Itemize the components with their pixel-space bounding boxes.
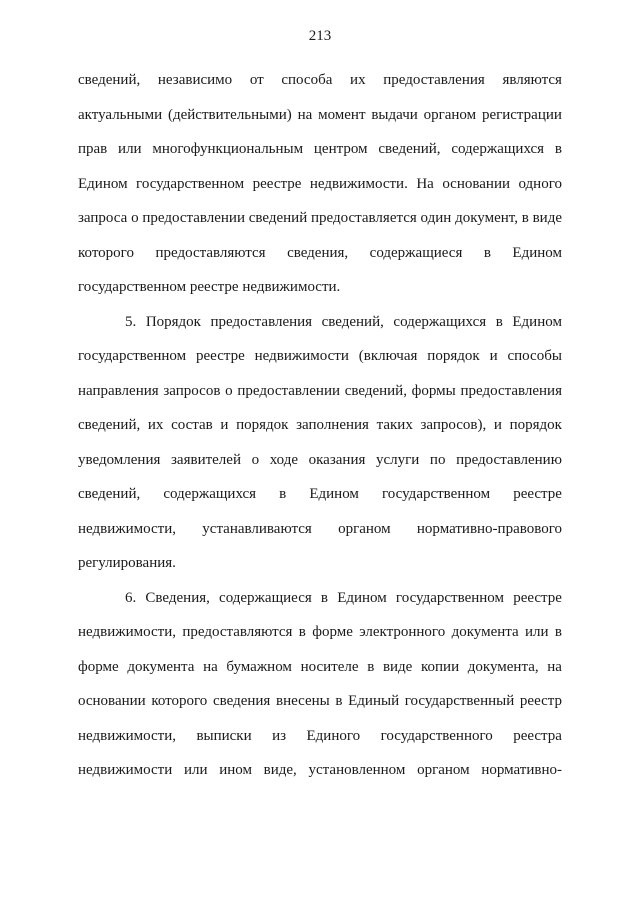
text-line xyxy=(78,132,562,167)
word: один xyxy=(420,210,452,226)
word: органом xyxy=(423,106,477,123)
word: актуальными xyxy=(78,106,163,123)
word: в xyxy=(298,624,306,640)
word: содержащихся xyxy=(163,486,257,502)
word: являются xyxy=(502,72,562,88)
word: направления xyxy=(78,382,159,399)
text-line xyxy=(78,581,562,616)
word: и xyxy=(489,348,498,364)
word: по xyxy=(429,451,446,468)
word: предоставлении xyxy=(237,382,340,399)
word: содержащихся xyxy=(451,141,545,157)
word: сведений, xyxy=(78,417,141,433)
word: независимо xyxy=(157,72,233,88)
word: реестр xyxy=(519,693,562,709)
word: форме xyxy=(312,624,353,640)
text-line xyxy=(78,443,562,478)
word: (действительными) xyxy=(167,106,292,123)
word: основании xyxy=(442,175,510,192)
word: реестра xyxy=(513,727,562,744)
word: ином xyxy=(219,762,252,778)
word: Порядок xyxy=(145,313,201,330)
word: документ, xyxy=(455,210,518,226)
word: носителе xyxy=(300,658,359,675)
word: одного xyxy=(518,175,562,192)
word: предоставлению xyxy=(456,451,562,468)
word: Едином xyxy=(337,589,387,606)
word: о xyxy=(251,451,260,468)
word: органом xyxy=(417,762,470,778)
text-line xyxy=(78,236,562,271)
word: бумажном xyxy=(226,658,292,675)
text-line: государственном реестре недвижимости. xyxy=(78,279,341,295)
word: государственном xyxy=(136,175,245,192)
word: порядок xyxy=(427,348,480,364)
word: в xyxy=(521,210,529,226)
word: порядок xyxy=(509,417,562,433)
word: или xyxy=(525,624,549,640)
word: содержащиеся xyxy=(219,589,312,606)
word: заявителей xyxy=(171,451,241,468)
word: в xyxy=(554,624,562,640)
word: предоставляется xyxy=(311,210,417,226)
word: и xyxy=(220,417,229,433)
word: способа xyxy=(281,72,333,88)
word: на xyxy=(547,658,562,675)
word: многофункциональным xyxy=(152,141,304,157)
page-number: 213 xyxy=(308,28,332,44)
word: ходе xyxy=(269,451,298,468)
word: таких xyxy=(376,417,413,433)
word: реестре xyxy=(513,486,562,502)
text-line xyxy=(78,374,562,409)
word: 6. xyxy=(125,589,137,606)
word: о xyxy=(131,210,139,226)
word: на xyxy=(203,658,218,675)
word: государственном xyxy=(382,486,491,502)
word: их xyxy=(350,72,366,88)
word: запросов), xyxy=(420,417,487,433)
paragraph xyxy=(78,63,562,305)
word: недвижимости xyxy=(254,348,349,364)
text-line xyxy=(78,408,562,443)
word: установленном xyxy=(308,762,406,778)
word: государственном xyxy=(395,589,505,606)
word: виде, xyxy=(263,762,297,778)
word: о xyxy=(225,382,233,399)
word: заполнения xyxy=(296,417,369,433)
word: предоставления xyxy=(460,382,562,399)
word: сведений, xyxy=(78,486,141,502)
word: предоставляются xyxy=(155,244,266,261)
word: государственный xyxy=(404,693,515,709)
text-line xyxy=(78,305,562,340)
word: реестре xyxy=(252,175,302,192)
word: реестре xyxy=(513,589,562,606)
word: предоставляются xyxy=(182,624,293,640)
word: уведомления xyxy=(78,451,161,468)
word: прав xyxy=(78,141,108,157)
word: Едином xyxy=(78,175,128,192)
word: внесены xyxy=(275,693,330,709)
word: государственном xyxy=(78,348,187,364)
word: сведения, xyxy=(287,244,349,261)
word: сведения xyxy=(212,693,271,709)
word: предоставления xyxy=(383,72,485,88)
text-line xyxy=(78,753,562,788)
word: момент xyxy=(318,106,366,123)
word: Едином xyxy=(309,486,359,502)
word: в xyxy=(495,313,503,330)
word: регистрации xyxy=(481,106,562,123)
word: Сведения, xyxy=(145,589,210,606)
word: содержащиеся xyxy=(369,244,463,261)
word: устанавливаются xyxy=(202,520,312,537)
text-line xyxy=(78,650,562,685)
word: в xyxy=(279,486,287,502)
paragraph xyxy=(78,581,562,788)
word: сведений, xyxy=(344,382,407,399)
word: электронного xyxy=(359,624,446,640)
word: формы xyxy=(411,382,456,399)
paragraph xyxy=(78,305,562,581)
text-line xyxy=(78,615,562,650)
word: в xyxy=(554,141,562,157)
word: нормативно-правового xyxy=(416,520,562,537)
word: предоставления xyxy=(210,313,313,330)
word: На xyxy=(416,175,434,192)
word: Едином xyxy=(512,313,562,330)
text-line xyxy=(78,477,562,512)
text-line xyxy=(78,684,562,719)
word: запросов xyxy=(163,382,221,399)
text-line xyxy=(78,98,562,133)
word: Единого xyxy=(306,727,361,744)
word: состав xyxy=(171,417,213,433)
word: порядок xyxy=(236,417,289,433)
word: выдачи xyxy=(371,106,418,123)
word: центром xyxy=(313,141,368,157)
text-line xyxy=(78,719,562,754)
word: государственного xyxy=(380,727,493,744)
word: которого xyxy=(151,693,208,709)
text-line xyxy=(78,201,562,236)
word: основании xyxy=(78,693,146,709)
word: предоставлении xyxy=(142,210,245,226)
word: или xyxy=(118,141,142,157)
word: Единый xyxy=(348,693,400,709)
word: оказания xyxy=(308,451,366,468)
word: недвижимости, xyxy=(78,624,176,640)
word: копии xyxy=(421,658,460,675)
word: сведений, xyxy=(378,141,441,157)
word: недвижимости. xyxy=(309,175,408,192)
text-line xyxy=(78,167,562,202)
word: от xyxy=(249,72,264,88)
word: в xyxy=(483,244,491,261)
word: сведений, xyxy=(321,313,384,330)
word: способы xyxy=(507,348,562,364)
word: недвижимости xyxy=(78,762,173,778)
word: нормативно- xyxy=(481,762,562,778)
word: выписки xyxy=(196,727,252,744)
word: услуги xyxy=(375,451,420,468)
word: из xyxy=(272,727,287,744)
text-line xyxy=(78,63,562,98)
word: органом xyxy=(338,520,391,537)
word: недвижимости, xyxy=(78,727,176,744)
word: в xyxy=(367,658,375,675)
word: и xyxy=(493,417,502,433)
word: форме xyxy=(78,658,119,675)
word: их xyxy=(147,417,164,433)
word: (включая xyxy=(358,348,418,364)
word: в xyxy=(335,693,343,709)
word: виде xyxy=(382,658,413,675)
word: сведений xyxy=(248,210,308,226)
text-line xyxy=(78,512,562,547)
word: запроса xyxy=(78,210,128,226)
word: документа xyxy=(451,624,519,640)
word: реестре xyxy=(196,348,245,364)
word: в xyxy=(320,589,329,606)
word: Едином xyxy=(512,244,562,261)
word: документа, xyxy=(467,658,539,675)
word: документа xyxy=(127,658,195,675)
document-body xyxy=(78,63,562,788)
word: на xyxy=(297,106,313,123)
word: виде xyxy=(532,210,562,226)
word: содержащихся xyxy=(393,313,487,330)
text-line: регулирования. xyxy=(78,555,176,571)
word: недвижимости, xyxy=(78,520,176,537)
text-line xyxy=(78,339,562,374)
word: которого xyxy=(78,244,134,261)
word: 5. xyxy=(125,313,137,330)
word: или xyxy=(183,762,208,778)
word: сведений, xyxy=(78,72,141,88)
